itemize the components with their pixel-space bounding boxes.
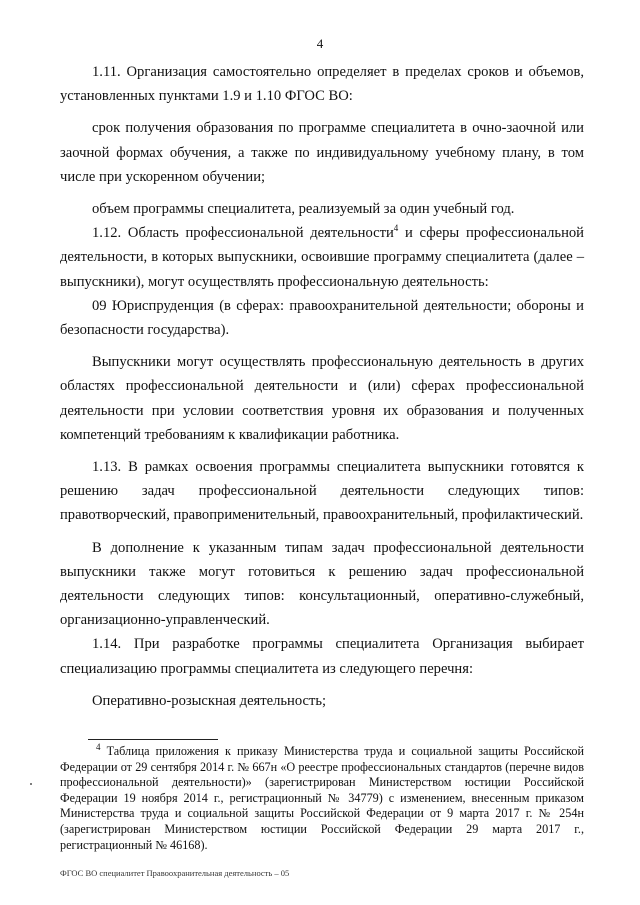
paragraph-1-12-lead: 1.12. Область профессиональной деятельности <box>92 225 394 242</box>
page-number: 4 <box>316 36 324 51</box>
paragraph-graduates: Выпускники могут осуществлять профессиональную деятельность в других областях профессиональной деятельности и (или) сферах профессиональной деятельности при условии соответствия уровня их образования и полученных компетенций требованиям к квалификации работника. <box>60 354 584 443</box>
paragraph-1-11: 1.11. Организация самостоятельно определяет в пределах сроков и объемов, установленных пунктами 1.9 и 1.10 ФГОС ВО: <box>60 64 584 105</box>
paragraph-jurisprudence: 09 Юриспруденция (в сферах: правоохранительной деятельности; обороны и безопасности государства). <box>60 297 584 339</box>
footnote-marker: 4 <box>96 741 101 752</box>
paragraph-1-12 <box>60 221 584 294</box>
paragraph-1-13: 1.13. В рамках освоения программы специалитета выпускники готовятся к решению задач профессиональной деятельности следующих типов: правотворческий, правоприменительный, правоохранительный, профилактический. <box>60 459 584 524</box>
paragraph-volume: объем программы специалитета, реализуемый за один учебный год. <box>92 201 515 218</box>
paragraph-specialization: Оперативно-розыскная деятельность; <box>92 692 327 709</box>
footnote-divider <box>88 739 218 740</box>
paragraph-additional-types: В дополнение к указанным типам задач профессиональной деятельности выпускники также могут готовиться к решению задач профессиональной деятельности следующих типов: консультационный, оперативно-служебный, организационно-управленческий. <box>60 539 584 629</box>
document-footer: ФГОС ВО специалитет Правоохранительная деятельность – 05 <box>60 868 290 878</box>
footnote <box>60 741 585 853</box>
document-body <box>60 60 584 713</box>
paragraph-1-12-rest: и сферы профессиональной деятельности, в которых выпускники, освоившие программу специалитета (далее – выпускники), могут осуществлять профессиональную деятельность: <box>60 225 584 290</box>
footnote-reference[interactable]: 4 <box>393 223 399 234</box>
paragraph-1-14: 1.14. При разработке программы специалитета Организация выбирает специализацию программы специалитета из следующего перечня: <box>60 636 584 677</box>
paragraph-term: срок получения образования по программе специалитета в очно-заочной или заочной формах обучения, а также по индивидуальному учебному плану, в том числе при ускоренном обучении; <box>60 120 584 185</box>
scan-speck <box>30 783 32 785</box>
footnote-text: Таблица приложения к приказу Министерства труда и социальной защиты Российской Федерации от 29 сентября 2014 г. № 667н «О реестре профессиональных стандартов (перечне видов профессиональной деятельности)» (зарегистрирован Министерством юстиции Российской Федерации 19 ноября 2014 г., регистрационный № 34779) с изменением, внесенным приказом Министерства труда и социальной защиты Российской Федерации от 9 марта 2017 г. № 254н (зарегистрирован Министерством юстиции Российской Федерации 29 марта 2017 г., регистрационный № 46168). <box>60 744 585 852</box>
